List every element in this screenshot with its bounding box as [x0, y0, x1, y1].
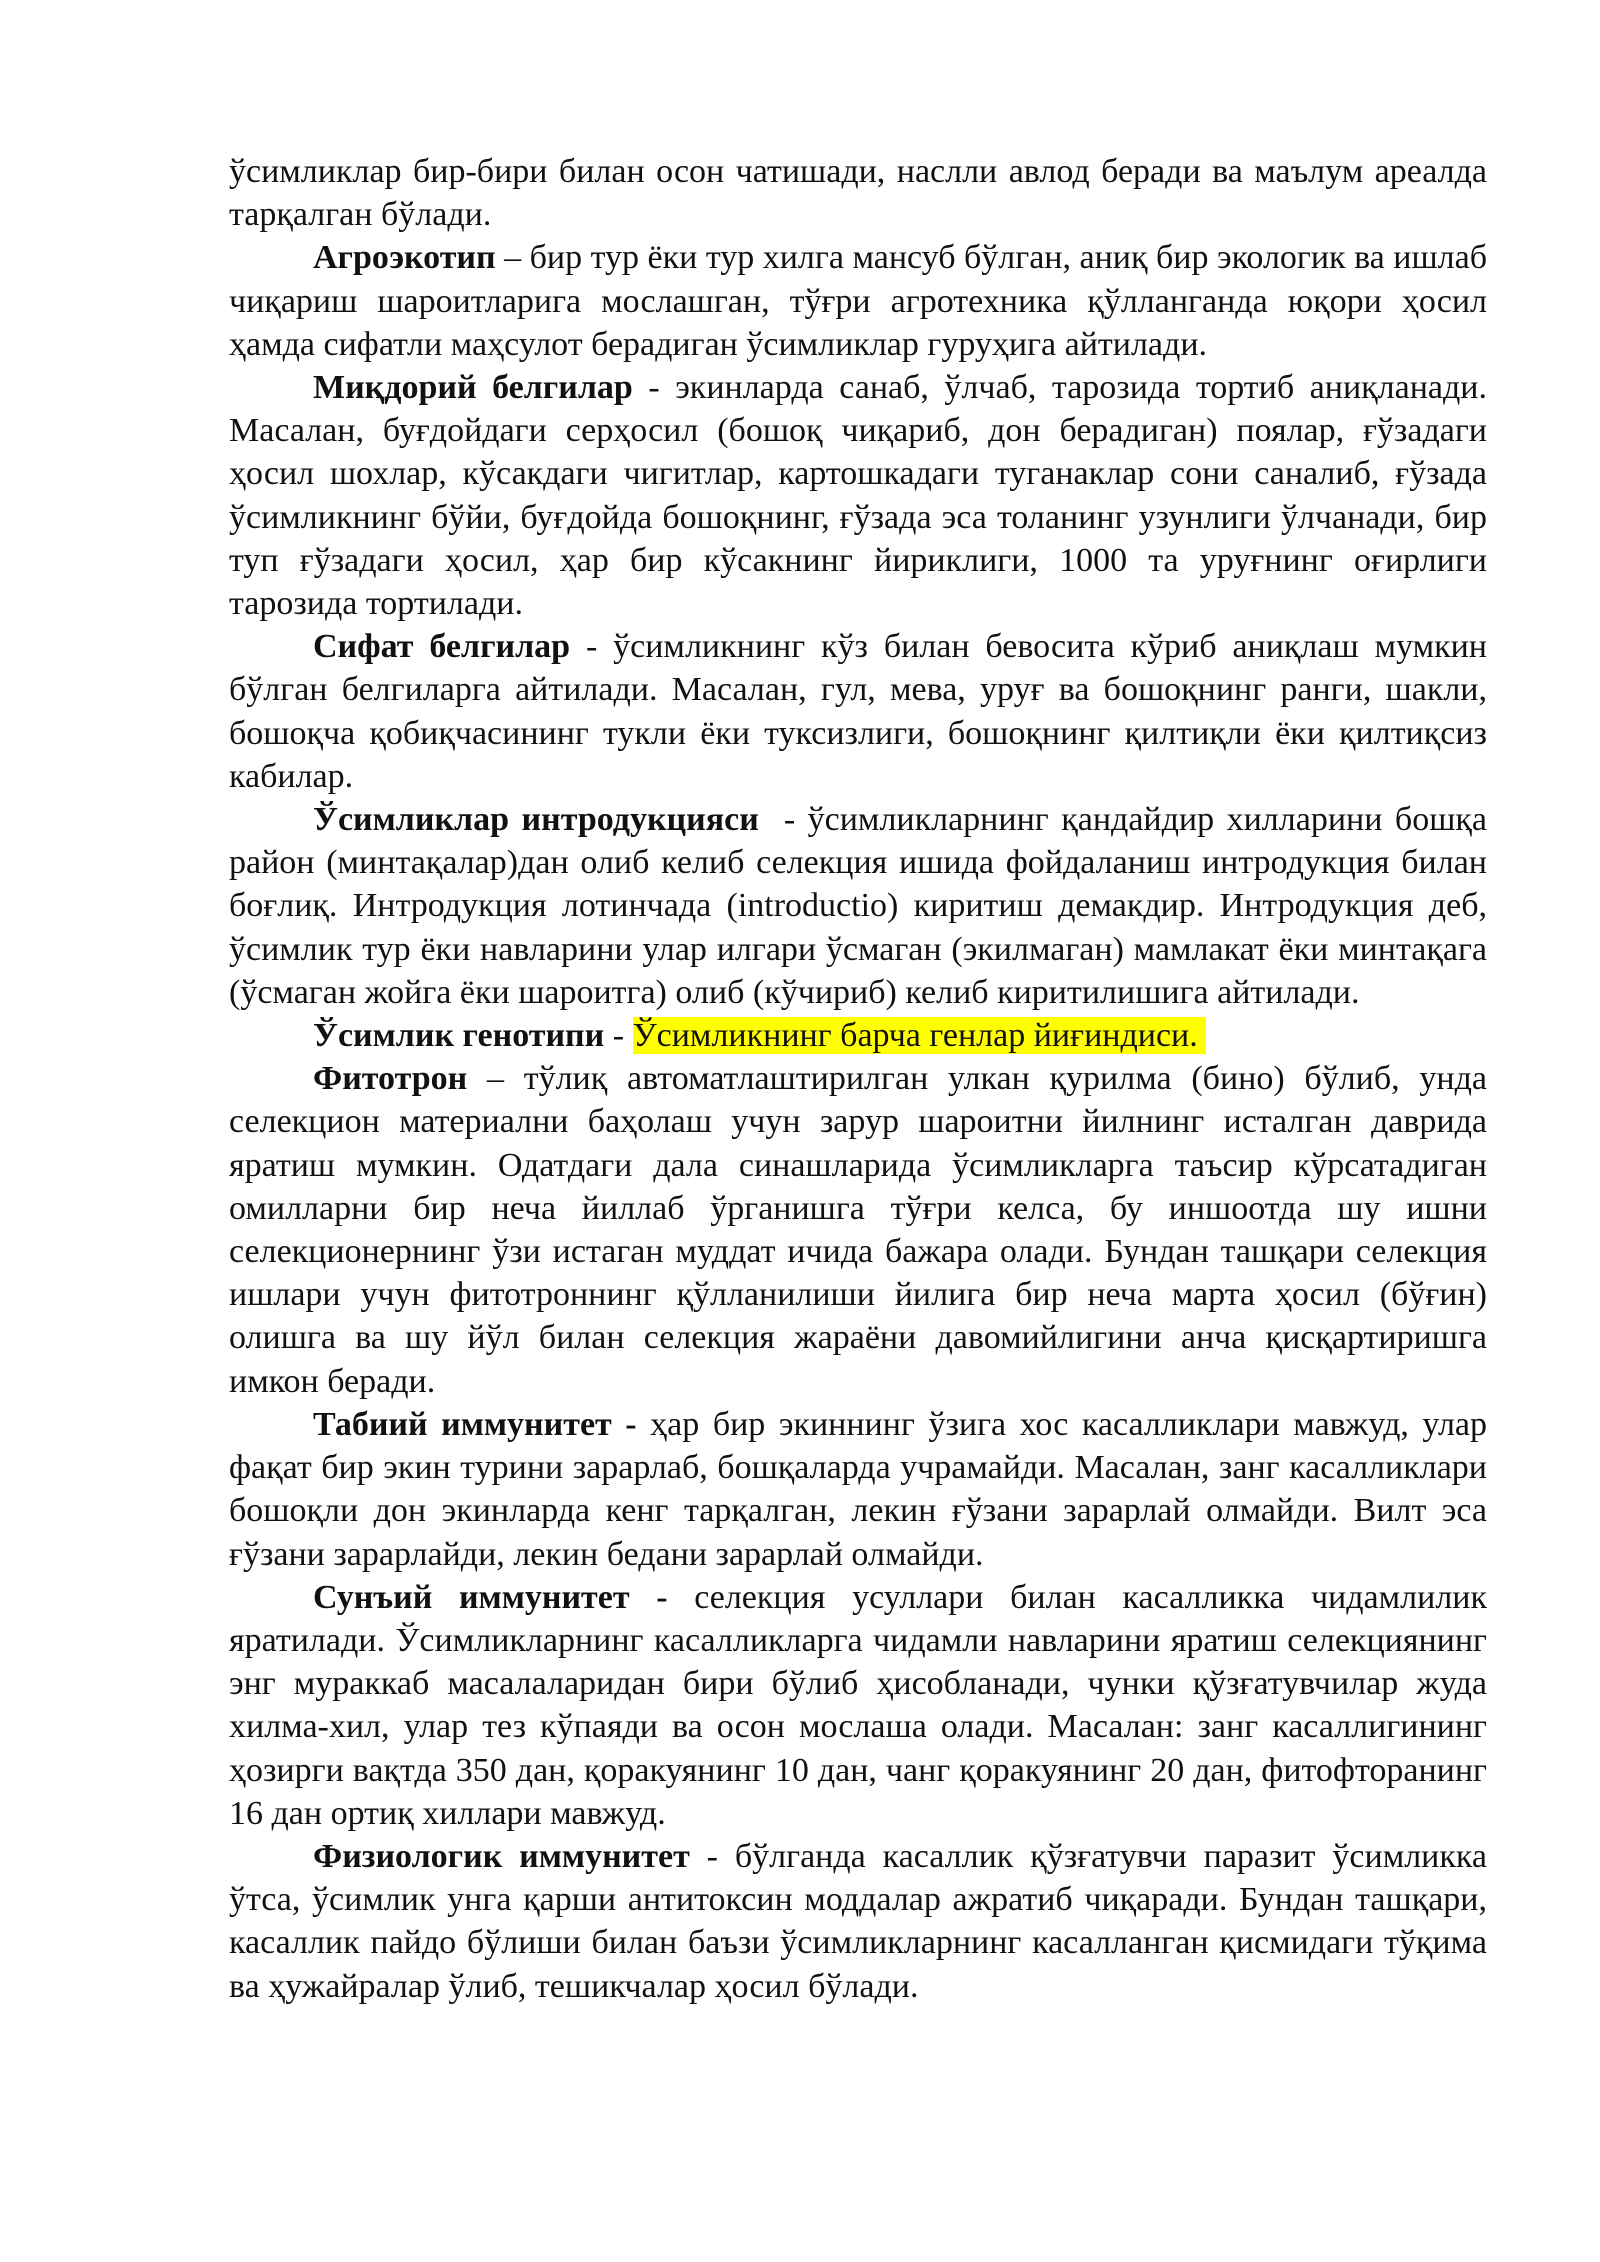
paragraph-artificial-immunity: [229, 1576, 1487, 1835]
term-separator: –: [467, 1060, 524, 1098]
paragraph-qualitative-traits: [229, 625, 1487, 798]
paragraph-text: ҳар бир экиннинг ўзига хос касалликлари мавжуд, улар фақат бир экин турини зарарлаб, бошқаларда учрамайди. Масалан, занг касалликлари бошоқли дон экинларда кенг тарқалган, лекин ғўзани зарарлай олмайди. Вилт эса ғўзани зарарлайди, лекин бедани зарарлай олмайди.: [229, 1405, 1487, 1573]
term-separator: -: [632, 369, 676, 407]
term-separator: -: [758, 801, 808, 839]
term-heading: Ўсимлик генотипи: [313, 1017, 605, 1055]
paragraph-text: бўлганда касаллик қўзғатувчи паразит ўсимликка ўтса, ўсимлик унга қарши антитоксин моддалар ажратиб чиқаради. Бундан ташқари, касаллик пайдо бўлиши билан баъзи ўсимликларнинг касалланган қисмидаги тўқима ва ҳужайралар ўлиб, тешикчалар ҳосил бўлади.: [229, 1837, 1487, 2005]
document-page: [229, 150, 1487, 2008]
term-heading: Физиологик иммунитет: [313, 1837, 690, 1875]
term-separator: –: [495, 239, 530, 277]
paragraph-introduction: [229, 798, 1487, 1014]
term-heading: Ўсимликлар интродукцияси: [313, 801, 759, 839]
paragraph-text: ўсимликларнинг қандайдир хилларини бошқа район (минтақалар)дан олиб келиб селекция ишида фойдаланиш интродукция билан боғлиқ. Интродукция лотинчада (introductio) киритиш демакдир. Интродукция деб, ўсимлик тур ёки навларини улар илгари ўсмаган (экилмаган) мамлакат ёки минтақага (ўсмаган жойга ёки шароитга) олиб (кўчириб) келиб киритилишига айтилади.: [229, 801, 1487, 1011]
paragraph-physiological-immunity: [229, 1835, 1487, 2008]
paragraph-text: ўсимликнинг кўз билан бевосита кўриб аниқлаш мумкин бўлган белгиларга айтилади. Масалан, гул, мева, уруғ ва бошоқнинг ранги, шакли, бошоқча қобиқчасининг тукли ёки туксизлиги, бошоқнинг қилтиқли ёки қилтиқсиз кабилар.: [229, 628, 1487, 795]
term-heading: Сифат белгилар: [313, 628, 571, 666]
paragraph-continuation: [229, 150, 1487, 236]
paragraph-natural-immunity: [229, 1403, 1487, 1576]
term-separator: [668, 1579, 695, 1616]
paragraph-text: тўлиқ автоматлаштирилган улкан қурилма (бино) бўлиб, унда селекцион материални баҳолаш учун зарур шароитни йилнинг исталган даврида яратиш мумкин. Одатдаги дала синашларида ўсимликларга таъсир кўрсатадиган омилларни бир неча йиллаб ўрганишга тўғри келса, бу иншоотда шу ишни селекционернинг ўзи истаган муддат ичида бажара олади. Бундан ташқари селекция ишлари учун фитотроннинг қўлланилиши йилига бир неча марта ҳосил (бўғин) олишга ва шу йўл билан селекция жараёни давомийлигини анча қисқартиришга имкон беради.: [229, 1060, 1487, 1400]
paragraph-text: ўсимликлар бир-бири билан осон чатишади, наслли авлод беради ва маълум ареалда тарқалган бўлади.: [229, 153, 1487, 234]
paragraph-text: экинларда санаб, ўлчаб, тарозида тортиб аниқланади. Масалан, буғдойдаги серҳосил (бошоқ чиқариб, дон берадиган) поялар, ғўзадаги ҳосил шохлар, кўсакдаги чигитлар, картошкадаги туганаклар сони саналиб, ғўзада ўсимликнинг бўйи, буғдойда бошоқнинг, ғўзада эса толанинг узунлиги ўлчанади, бир туп ғўзадаги ҳосил, ҳар бир кўсакнинг йириклиги, 1000 та уруғнинг оғирлиги тарозида тортилади.: [229, 369, 1488, 623]
paragraph-quantitative-traits: [229, 366, 1487, 625]
term-heading: Табиий иммунитет -: [313, 1405, 637, 1443]
paragraph-phytotron: [229, 1057, 1487, 1403]
term-separator: [637, 1406, 651, 1443]
term-separator: -: [604, 1017, 633, 1055]
paragraph-genotype: [229, 1014, 1487, 1057]
highlighted-definition: Ўсимликнинг барча генлар йиғиндиси.: [632, 1017, 1207, 1055]
term-heading: Миқдорий белгилар: [313, 369, 633, 407]
term-heading: Агроэкотип: [313, 239, 496, 277]
term-separator: -: [570, 628, 614, 666]
paragraph-text: бир тур ёки тур хилга мансуб бўлган, аниқ бир экологик ва ишлаб чиқариш шароитларига мослашган, тўғри агротехника қўлланганда юқори ҳосил ҳамда сифатли маҳсулот берадиган ўсимликлар гуруҳига айтилади.: [229, 239, 1487, 363]
term-heading: Фитотрон: [313, 1060, 468, 1098]
paragraph-agroecotype: [229, 236, 1487, 366]
term-separator: -: [689, 1837, 735, 1875]
paragraph-text: селекция усуллари билан касалликка чидамлилик яратилади. Ўсимликларнинг касалликларга чидамли навларини яратиш селекциянинг энг мураккаб масалаларидан бири бўлиб ҳисобланади, чунки қўзғатувчилар жуда хилма-хил, улар тез кўпаяди ва осон мослаша олади. Масалан: занг касаллигининг ҳозирги вақтда 350 дан, қоракуянинг 10 дан, чанг қоракуянинг 20 дан, фитофторанинг 16 дан ортиқ хиллари мавжуд.: [229, 1578, 1487, 1832]
term-heading: Сунъий иммунитет -: [313, 1578, 668, 1616]
